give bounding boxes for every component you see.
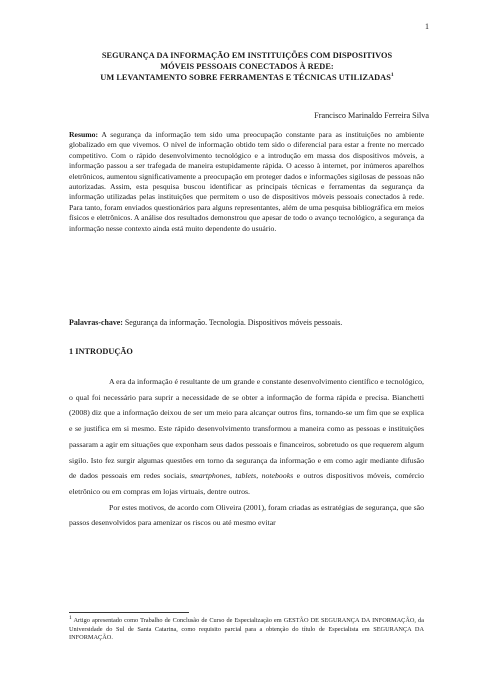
abstract [69, 130, 424, 234]
abstract-text: A segurança da informação tem sido uma preocupação constante para as instituições no ambiente globalizado em que vivemos. O nível de informação obtido tem sido o diferencial para estar a frente no mercado competitivo. Com o rápido desenvolvimento tecnológico e a introdução em massa dos dispositivos móveis, a informação passou a ser trafegada de maneira estupidamente rápida. O acesso à internet, por inúmeros aparelhos eletrônicos, aumentou significativamente a preocupação em proteger dados e informações sigilosas de pessoas não autorizadas. Assim, esta pesquisa buscou identificar as principais técnicas e ferramentas da segurança da informação utilizadas pelas instituições que permitem o uso de dispositivos móveis pessoais conectados à rede. Para tanto, foram enviados questionários para alguns representantes, além de uma pesquisa bibliográfica em meios físicos e eletrônicos. A análise dos resultados demonstrou que apesar de todo o avanço tecnológico, a segurança da informação nesse contexto ainda está muito dependente do usuário. [69, 130, 424, 233]
body-p1-part-b: e outros dispositivos móveis, comércio eletrônico ou em compras em lojas virtuais, dentre outros. [69, 471, 424, 496]
footnote-divider [69, 612, 189, 613]
abstract-label: Resumo: [69, 130, 99, 139]
body-p1-part-a: A era da informação é resultante de um grande e constante desenvolvimento científico e tecnológico, o qual foi necessário para suprir a necessidade de se obter a informação de forma rápida e precisa. Bianchetti (2008) diz que a informação deixou de ser um meio para alcançar outros fins, tornando-se um fim que se explica e se justifica em si mesmo. Este rápido desenvolvimento transformou a maneira como as pessoas e instituições passaram a agir em situações que exponham seus dados pessoais e financeiros, sobretudo os que requerem algum sigilo. Isto fez surgir algumas questões em torno da segurança da informação e em como agir mediante difusão de dados pessoais em redes sociais, [69, 377, 424, 481]
title-line-1: SEGURANÇA DA INFORMAÇÃO EM INSTITUIÇÕES COM DISPOSITIVOS [101, 51, 393, 60]
title-line-3 [66, 72, 428, 83]
title-line-3-text: UM LEVANTAMENTO SOBRE FERRAMENTAS E TÉCNICAS UTILIZADAS [100, 73, 391, 82]
footnote-mark: 1 [69, 614, 72, 621]
body-paragraph-2: Por estes motivos, de acordo com Oliveira (2001), foram criadas as estratégias de segurança, que são passos desenvolvidos para amenizar os riscos ou até mesmo evitar [69, 502, 424, 528]
paper-title [66, 50, 428, 83]
section-heading: 1 INTRODUÇÃO [69, 347, 133, 356]
title-line-2: MÓVEIS PESSOAIS CONECTADOS À REDE: [160, 62, 334, 71]
page-number: 1 [425, 22, 429, 31]
footnote [69, 614, 425, 643]
footnote-text: Artigo apresentado como Trabalho de Conclusão de Curso de Especialização em GESTÃO DE SEGURANÇA DA INFORMAÇÃO, da Universidade do Sul de Santa Catarina, como requisito parcial para a obtenção do título de Especialista em SEGURANÇA DA INFORMAÇÃO. [69, 617, 425, 642]
body-paragraph-1 [69, 374, 424, 500]
keywords-text: Segurança da informação. Tecnologia. Dispositivos móveis pessoais. [124, 318, 343, 327]
body-p1-italic-devices: smartphones, tablets, notebooks [190, 471, 294, 481]
keywords-label: Palavras-chave: [69, 318, 123, 327]
title-footnote-mark: 1 [390, 72, 394, 79]
author-name: Francisco Marinaldo Ferreira Silva [314, 111, 429, 120]
keywords [69, 318, 424, 328]
body-text [69, 374, 424, 531]
